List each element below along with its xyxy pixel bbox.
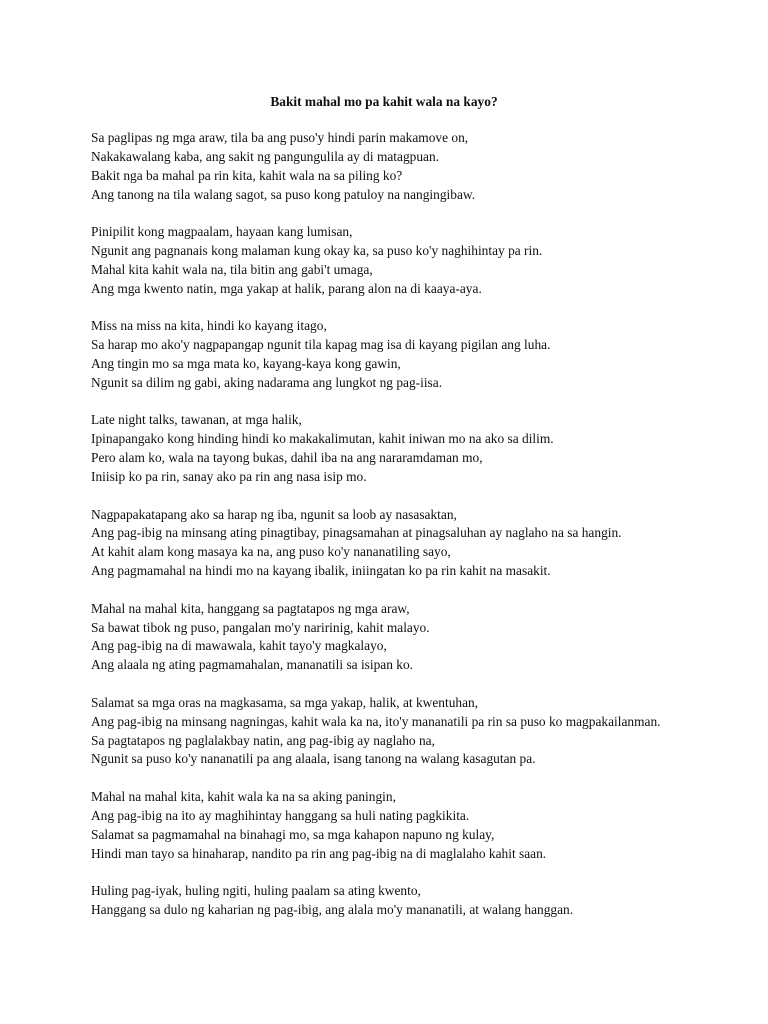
stanza-9 bbox=[91, 882, 751, 920]
poem-line: Mahal na mahal kita, hanggang sa pagtatapos ng mga araw, bbox=[91, 600, 410, 616]
poem-line: Hanggang sa dulo ng kaharian ng pag-ibig, ang alala mo'y mananatili, at walang hanggan. bbox=[91, 901, 574, 917]
poem-line: Sa bawat tibok ng puso, pangalan mo'y naririnig, kahit malayo. bbox=[91, 619, 430, 635]
poem-line: Ang pag-ibig na di mawawala, kahit tayo'y magkalayo, bbox=[91, 638, 387, 654]
poem-line: Bakit nga ba mahal pa rin kita, kahit wala na sa piling ko? bbox=[91, 167, 403, 183]
poem-line: Pinipilit kong magpaalam, hayaan kang lumisan, bbox=[91, 224, 353, 240]
poem-line: Ang alaala ng ating pagmamahalan, mananatili sa isipan ko. bbox=[91, 657, 414, 673]
stanza-6 bbox=[91, 600, 751, 676]
poem-line: Ipinapangako kong hinding hindi ko makakalimutan, kahit iniwan mo na ako sa dilim. bbox=[91, 431, 554, 447]
poem-line: Ang pagmamahal na hindi mo na kayang ibalik, iniingatan ko pa rin kahit na masakit. bbox=[91, 563, 551, 579]
poem-line: Ngunit sa dilim ng gabi, aking nadarama ang lungkot ng pag-iisa. bbox=[91, 374, 443, 390]
poem-line: Ngunit ang pagnanais kong malaman kung okay ka, sa puso ko'y naghihintay pa rin. bbox=[91, 243, 543, 259]
poem-line: Hindi man tayo sa hinaharap, nandito pa rin ang pag-ibig na di maglalaho kahit saan. bbox=[91, 845, 547, 861]
stanza-3 bbox=[91, 317, 751, 393]
poem-line: Pero alam ko, wala na tayong bukas, dahil iba na ang nararamdaman mo, bbox=[91, 450, 483, 466]
stanza-4 bbox=[91, 411, 751, 487]
stanza-5 bbox=[91, 506, 751, 582]
poem-title: Bakit mahal mo pa kahit wala na kayo? bbox=[270, 94, 498, 109]
poem-line: Salamat sa mga oras na magkasama, sa mga yakap, halik, at kwentuhan, bbox=[91, 694, 479, 710]
poem-line: Nagpapakatapang ako sa harap ng iba, ngunit sa loob ay nasasaktan, bbox=[91, 506, 457, 522]
poem-line: Ang mga kwento natin, mga yakap at halik, parang alon na di kaaya-aya. bbox=[91, 280, 482, 296]
poem-line: Ang pag-ibig na minsang ating pinagtibay, pinagsamahan at pinagsaluhan ay naglaho na sa hangin. bbox=[91, 525, 622, 541]
poem-line: Sa harap mo ako'y nagpapangap ngunit tila kapag mag isa di kayang pigilan ang luha. bbox=[91, 337, 551, 353]
stanza-1 bbox=[91, 129, 751, 205]
stanza-2 bbox=[91, 223, 751, 299]
poem-line: Ang pag-ibig na ito ay maghihintay hanggang sa huli nating pagkikita. bbox=[91, 807, 470, 823]
poem-line: Iniisip ko pa rin, sanay ako pa rin ang nasa isip mo. bbox=[91, 469, 367, 485]
poem-line: Late night talks, tawanan, at mga halik, bbox=[91, 412, 302, 428]
poem-line: Ngunit sa puso ko'y nananatili pa ang alaala, isang tanong na walang kasagutan pa. bbox=[91, 751, 536, 767]
poem-line: Mahal kita kahit wala na, tila bitin ang gabi't umaga, bbox=[91, 261, 373, 277]
poem-line: Huling pag-iyak, huling ngiti, huling paalam sa ating kwento, bbox=[91, 883, 421, 898]
poem-body bbox=[91, 129, 751, 938]
stanza-7 bbox=[91, 694, 751, 770]
poem-line: Mahal na mahal kita, kahit wala ka na sa aking paningin, bbox=[91, 788, 396, 804]
poem-line: At kahit alam kong masaya ka na, ang puso ko'y nananatiling sayo, bbox=[91, 544, 451, 560]
poem-line: Ang tanong na tila walang sagot, sa puso kong patuloy na nangingibaw. bbox=[91, 186, 476, 202]
poem-line: Ang pag-ibig na minsang nagningas, kahit wala ka na, ito'y mananatili pa rin sa puso ko magpakailanman. bbox=[91, 713, 661, 729]
stanza-8 bbox=[91, 788, 751, 864]
poem-line: Sa paglipas ng mga araw, tila ba ang puso'y hindi parin makamove on, bbox=[91, 130, 469, 145]
poem-line: Nakakawalang kaba, ang sakit ng pangungulila ay di matagpuan. bbox=[91, 148, 440, 164]
poem-line: Salamat sa pagmamahal na binahagi mo, sa mga kahapon napuno ng kulay, bbox=[91, 826, 495, 842]
poem-line: Sa pagtatapos ng paglalakbay natin, ang pag-ibig ay naglaho na, bbox=[91, 732, 435, 748]
poem-line: Ang tingin mo sa mga mata ko, kayang-kaya kong gawin, bbox=[91, 356, 401, 372]
poem-line: Miss na miss na kita, hindi ko kayang itago, bbox=[91, 318, 327, 334]
